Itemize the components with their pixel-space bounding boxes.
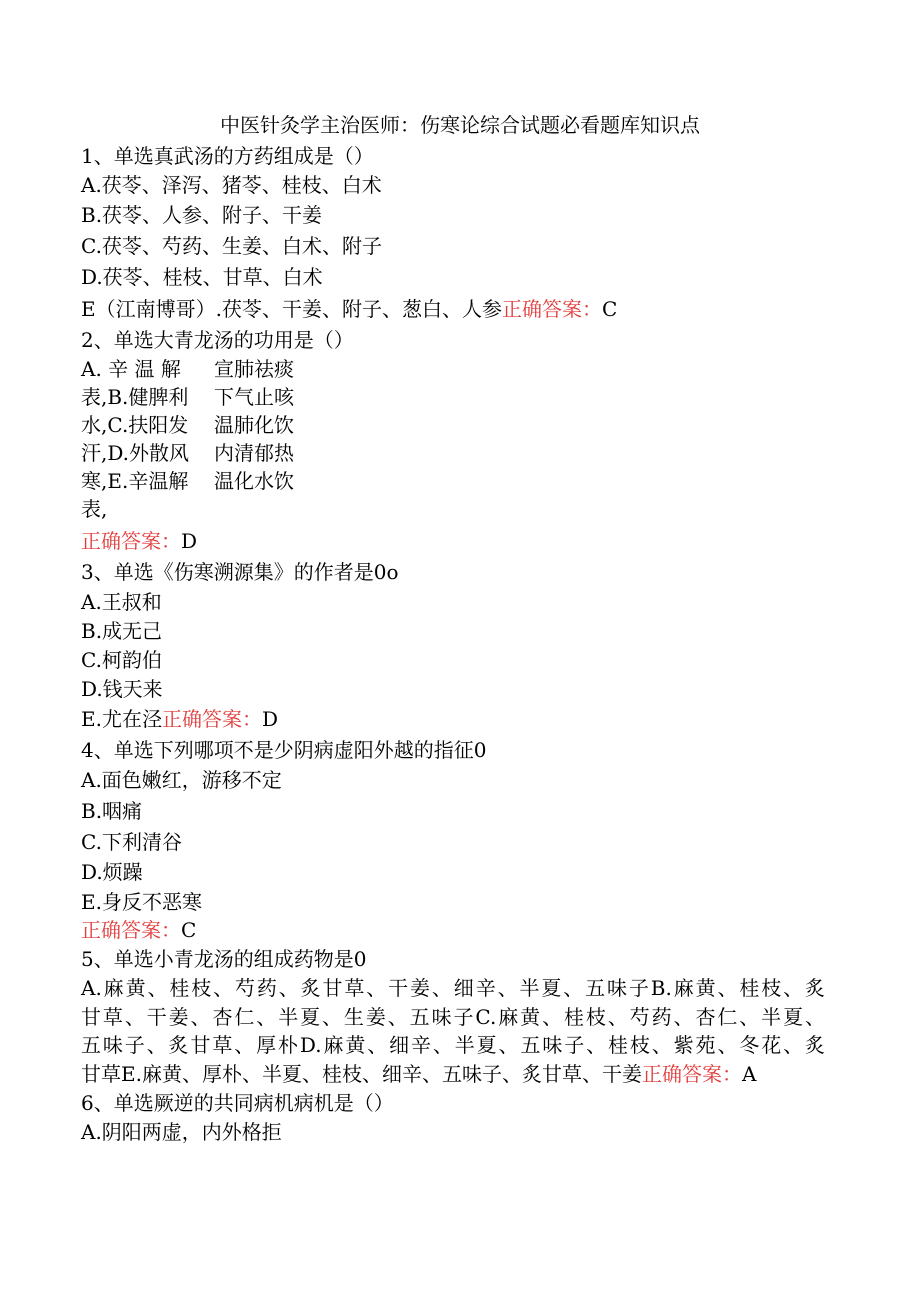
q2-left-line: 汗,D.外散风 xyxy=(81,441,190,465)
question-5: 5、单选小青龙汤的组成药物是0 xyxy=(81,947,367,971)
q2-options-left xyxy=(81,355,189,523)
q4-option-a: A.面色嫩红，游移不定 xyxy=(81,768,282,792)
q3-answer: D xyxy=(261,707,279,731)
q5-text-line-4 xyxy=(81,1061,756,1087)
q3-option-b: B.成无己 xyxy=(81,619,163,643)
q2-right-line: 温化水饮 xyxy=(214,469,294,493)
q2-answer-line xyxy=(81,528,197,554)
q2-right-line: 温肺化饮 xyxy=(214,413,294,437)
q4-option-e: E.身反不恶寒 xyxy=(81,890,202,914)
q5-answer: A xyxy=(741,1062,757,1086)
q2-left-line: 表, xyxy=(81,497,108,521)
q3-option-c: C.柯韵伯 xyxy=(81,648,162,672)
q3-option-e-line xyxy=(81,706,278,732)
q3-option-d: D.钱天来 xyxy=(81,677,163,701)
q1-answer-label: 正确答案： xyxy=(501,297,602,321)
question-2: 2、单选大青龙汤的功用是（） xyxy=(81,328,354,352)
q1-option-a: A.茯苓、泽泻、猪苓、桂枝、白术 xyxy=(81,173,382,197)
q4-option-d: D.烦躁 xyxy=(81,860,143,884)
q3-option-e: E.尤在泾 xyxy=(81,707,162,731)
q4-answer-line xyxy=(81,917,196,943)
question-3: 3、单选《伤寒溯源集》的作者是0o xyxy=(81,560,399,584)
q1-option-c: C.茯苓、芍药、生姜、白术、附子 xyxy=(81,234,382,258)
q5-text-line-3: 五味子、炙甘草、厚朴D.麻黄、细辛、半夏、五味子、桂枝、紫苑、冬花、炙 xyxy=(81,1033,825,1057)
q5-last-line: 甘草E.麻黄、厚朴、半夏、桂枝、细辛、五味子、炙甘草、干姜 xyxy=(81,1062,642,1086)
q4-option-c: C.下利清谷 xyxy=(81,830,182,854)
q5-text-line-2: 甘草、干姜、杏仁、半夏、生姜、五味子C.麻黄、桂枝、芍药、杏仁、半夏、 xyxy=(81,1005,825,1029)
document-title: 中医针灸学主治医师：伤寒论综合试题必看题库知识点 xyxy=(220,113,700,137)
q2-answer-label: 正确答案： xyxy=(81,529,181,553)
q2-left-line: 表,B.健脾利 xyxy=(81,385,189,409)
q2-right-line: 下气止咳 xyxy=(214,385,294,409)
q2-left-line: 寒,E.辛温解 xyxy=(81,469,189,493)
q5-text-line-1: A.麻黄、桂枝、芍药、炙甘草、干姜、细辛、半夏、五味子B.麻黄、桂枝、炙 xyxy=(81,976,825,1000)
q2-right-line: 内清郁热 xyxy=(214,441,294,465)
q2-left-line: 水,C.扶阳发 xyxy=(81,413,189,437)
q2-right-line: 宣肺祛痰 xyxy=(214,357,294,381)
q1-option-b: B.茯苓、人参、附子、干姜 xyxy=(81,203,323,227)
q3-option-a: A.王叔和 xyxy=(81,590,162,614)
q4-option-b: B.咽痛 xyxy=(81,799,143,823)
question-4: 4、单选下列哪项不是少阴病虚阳外越的指征0 xyxy=(81,738,487,762)
q6-option-a: A.阴阳两虚，内外格拒 xyxy=(81,1120,282,1144)
q5-answer-label: 正确答案： xyxy=(641,1062,742,1086)
q1-answer: C xyxy=(601,297,618,321)
q3-answer-label: 正确答案： xyxy=(161,707,262,731)
q1-option-e: E（江南博哥）.茯苓、干姜、附子、葱白、人参 xyxy=(81,297,502,321)
question-6: 6、单选厥逆的共同病机病机是（） xyxy=(81,1091,394,1115)
q2-answer: D xyxy=(181,529,198,553)
q2-left-line: A. 辛 温 解 xyxy=(81,357,181,381)
q4-answer: C xyxy=(181,918,197,942)
q1-option-d: D.茯苓、桂枝、甘草、白术 xyxy=(81,265,323,289)
q1-option-e-line xyxy=(81,296,617,322)
q4-answer-label: 正确答案： xyxy=(81,918,181,942)
question-1: 1、单选真武汤的方药组成是（） xyxy=(81,144,374,168)
q2-options-right xyxy=(214,355,294,495)
